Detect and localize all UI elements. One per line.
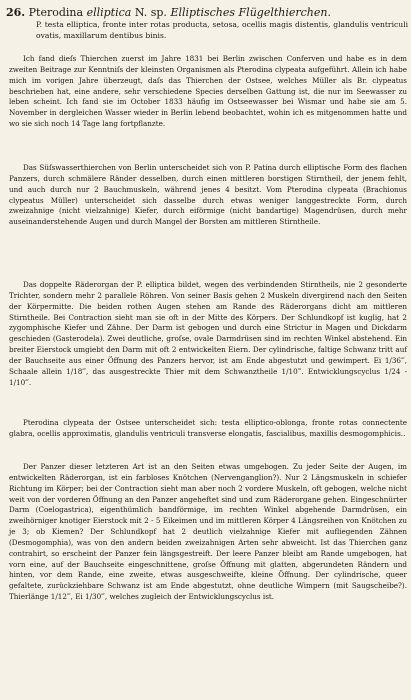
species-name: elliptica [86,6,132,19]
body-paragraph: Das doppelte Räderorgan der P. elliptica bildet, wegen des verbindenden Stirntheils, nie 2 gesonderte Trichter, sondern mehr 2 parallele Röhren. Von seiner Basis gehen 2 Muskeln divergirend nach den Seiten der Körpermitte. Die beiden rothen Augen stehen am Rande des Räderorgans dicht am mittleren Stirntheile. Bei Contraction sieht man sie oft in der Mitte des Körpers. Der Schlundkopf ist kuglig, hat 2 zygomphische Kiefer und Zähne. Der Darm ist gebogen und durch eine Strictur in Magen und Dickdarm geschieden (Gasterodela). Zwei deutliche, groſse, ovale Darmdrüsen sind im rechten Winkel abstehend. Ein breiter Eierstock umgiebt den Darm mit oft 2 entwickelten Eiern. Der cylindrische, faltige Schwanz tritt auf der Bauchseite aus einer Öffnung des Panzers hervor, ist am Ende abgestutzt und gewimpert. Ei 1/36‴, Schaale allein 1/18‴, das ausgestreckte Thier mit dem Schwanztheile 1/10‴. Entwicklungscyclus 1/24 - 1/10‴. [9,280,407,387]
body-paragraph: Das Süſswasserthierchen von Berlin unterscheidet sich von P. Patina durch elliptische Form des flachen Panzers, durch schmälere Ränder desselben, durch einen mittleren borstigen Stirntheil, der jenem fehlt, und auch durch nur 2 Bauchmuskeln, während jenes 4 besitzt. Vom Pterodina clypeata (Brachionus clypeatus Müller) unterscheidet sich dasselbe durch etwas weniger langgestreckte Form, durch zweizahnige (nicht vielzahnige) Kiefer, durch eiförmige (nicht bandartige) Magendrüsen, durch mehr auseinanderstehende Augen und durch Mangel der Borsten am mittleren Stirntheile. [9,163,407,227]
species-heading [6,6,404,19]
entry-number: 26. [6,6,26,19]
body-paragraph: Ich fand dieſs Thierchen zuerst im Jahre 1831 bei Berlin zwischen Conferven und habe es in dem zweiten Beitrage zur Kenntniſs der kleinsten Organismen als Pterodina clypeata aufgeführt. Allein ich habe mich im vorigen Jahre überzeugt, daſs das Thierchen der Ostsee, welches Müller als Br. clypeatus beschrieben hat, eine andere, sehr verschiedene Species derselben Gattung ist, die nur im Seewasser zu leben scheint. Ich fand sie im October 1833 häufig im Ostseewasser bei Wismar und habe sie am 5. November in dergleichen Wasser wieder in Berlin lebend beobachtet, wohin ich es mitgenommen hatte und wo sie sich noch 14 Tage lang fortpflanzte. [9,54,407,129]
latin-diagnosis: P. testa elliptica, fronte inter rotas producta, setosa, ocellis magis distentis, glandulis ventriculi ovatis, maxillarum dentibus binis. [36,20,408,40]
german-common-name: Elliptisches Flügelthierchen. [170,6,331,19]
new-species-mark: N. sp. [134,6,167,19]
genus-name: Pterodina [28,6,84,19]
body-paragraph: Pterodina clypeata der Ostsee unterscheidet sich: testa elliptico-oblonga, fronte rotas connectente glabra, ocellis approximatis, glandulis ventriculi transverse elongatis, fascialibus, maxillis desmogomphicis.. [9,418,407,438]
body-paragraph: Der Panzer dieser letzteren Art ist an den Seiten etwas umgebogen. Zu jeder Seite der Augen, im entwickelten Räderorgan, ist ein farbloses Knötchen (Nervenganglion?). Nur 2 Längsmuskeln in schiefer Richtung im Körper; bei der Contraction sieht man aber noch 2 vordere Muskeln, oft gebogen, welche nicht weit von der vorderen Öffnung an den Panzer angeheftet sind und zum Räderorgane gehen. Eingeschnürter Darm (Coelogastrica), eigenthümlich bandförmige, im rechten Winkel abgehende Darmdrüsen, ein zweihörniger knotiger Eierstock mit 2 - 5 Eikeimen und im mittleren Körper 4 Längsreihen von Knötchen zu je 3; ob Kiemen? Der Schlundkopf hat 2 deutlich vielzahnige Kiefer mit aufliegenden Zähnen (Desmogomphia), was von den andern beiden zweizahnigen Arten sehr abweicht. Ist das Thierchen ganz contrahirt, so erscheint der Panzer fein längsgestreift. Der leere Panzer bleibt am Rande umgebogen, hat vorn eine, auf der Bauchseite eingeschnittene, groſse Öffnung mit glatten, abgerundeten Rändern und hinten, vor dem Rande, eine zweite, etwas ausgeschweifte, kleine Öffnung. Der cylindrische, queer gefaltete, zurückziehbare Schwanz ist am Ende abgestutzt, ohne deutliche Wimpern (mit Saugscheibe?). Thierlänge 1/12‴, Ei 1/30‴, welches zugleich der Entwicklungscyclus ist. [9,462,407,602]
